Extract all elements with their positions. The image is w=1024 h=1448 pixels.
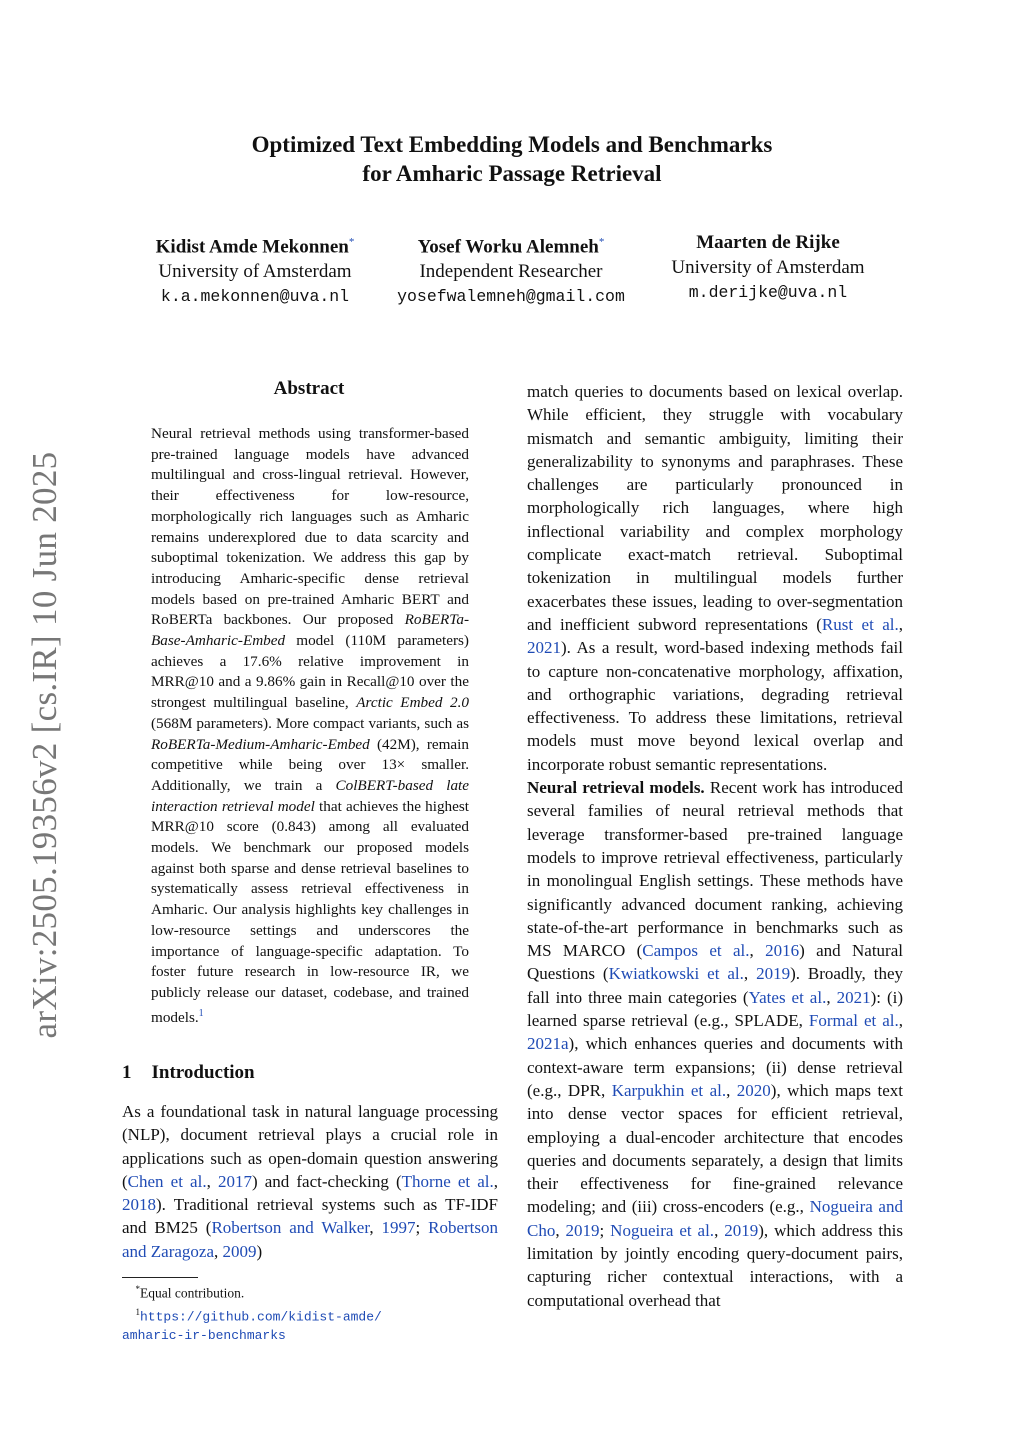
equal-contribution-mark[interactable]: *	[348, 236, 355, 248]
model-name: RoBERTa-Base-Amharic-Embed	[151, 611, 469, 650]
citation-link[interactable]: Robertson and Zaragoza	[122, 1218, 498, 1261]
footnotes	[122, 1280, 498, 1345]
citation-year-link[interactable]: 1997	[381, 1218, 416, 1238]
author-name-line	[643, 230, 893, 255]
abstract-text: that achieves the highest MRR@10 score (0.843) among all evaluated models. We benchmark our proposed models against both sparse and dense retrieval baselines to systematically assess retrieval effectiveness in Amharic. Our analysis highlights key challenges in low-resource settings and underscores the importance of language-specific adaptation. To foster future research in low-resource IR, we publicly release our dataset, codebase, and trained models.	[151, 797, 470, 1026]
paragraph: Neural retrieval models. Recent work has introduced several families of neural retrieval methods that leverage transformer-based pre-trained language models to improve retrieval effectiveness, particularly in monolingual English settings. These methods have significantly advanced document ranking, achieving state-of-the-art performance in benchmarks such as MS MARCO (Campos et al., 2016) and Natural Questions (Kwiatkowski et al., 2019). Broadly, they fall into three main categories (Yates et al., 2021): (i) learned sparse retrieval (e.g., SPLADE, Formal et al., 2021a), which enhances queries and documents with context-aware term expansions; (ii) dense retrieval (e.g., DPR, Karpukhin et al., 2020), which maps text into dense vector spaces for efficient retrieval, employing a dual-encoder architecture that encodes queries and documents separately, a design that limits their effectiveness for fine-grained relevance modeling; and (iii) cross-encoders (e.g., Nogueira and Cho, 2019; Nogueira et al., 2019), which address this limitation by jointly encoding query-document pairs, capturing richer contextual interactions, with a computational overhead that	[527, 778, 903, 1310]
citation-year-link[interactable]: 2009	[222, 1241, 257, 1261]
body-text: match queries to documents based on lexical overlap. While efficient, they struggle with vocabulary mismatch and semantic ambiguity, limiting their generalizability to synonyms and paraphrases. These challenges are particularly pronounced in morphologically rich languages, where high inflectional variability and complex morphology complicate exact-match retrieval. Suboptimal tokenization in multilingual models further exacerbates these issues, leading to over-segmentation and inefficient subword representations (	[527, 382, 903, 634]
author-name-line	[130, 230, 380, 259]
footnote-mark: *	[135, 1284, 140, 1294]
paragraph: match queries to documents based on lexical overlap. While efficient, they struggle with vocabulary mismatch and semantic ambiguity, limiting their generalizability to synonyms and paraphrases. These challenges are particularly pronounced in morphologically rich languages, where high inflectional variability and complex morphology complicate exact-match retrieval. Suboptimal tokenization in multilingual models further exacerbates these issues, leading to over-segmentation and inefficient subword representations (Rust et al., 2021). As a result, word-based indexing methods fail to capture non-concatenative morphology, affixation, and orthographic variations, degrading retrieval effectiveness. To address these limitations, retrieval models must move beyond lexical overlap and incorporate robust semantic representations.	[527, 382, 903, 774]
citation-year-link[interactable]: 2016	[765, 941, 800, 961]
footnote-text: Equal contribution.	[140, 1285, 245, 1301]
author-block	[130, 230, 380, 309]
citation-link[interactable]: Rust et al.	[821, 614, 899, 634]
model-name: Arctic Embed 2.0	[356, 694, 469, 712]
citation-link[interactable]: Kwiatkowski et al.	[608, 964, 744, 984]
citation-link[interactable]: Campos et al.	[642, 941, 750, 961]
title-line-1: Optimized Text Embedding Models and Benchmarks	[251, 132, 773, 157]
body-text: ). Broadly, they fall into three main categories (	[527, 964, 903, 1007]
citation-year-link[interactable]: 2021	[836, 987, 871, 1007]
citation-year-link[interactable]: 2021a	[527, 1034, 569, 1054]
author-name-line	[386, 230, 636, 259]
footnote-divider	[122, 1277, 198, 1278]
body-text: ), which address this limitation by jointly encoding query-document pairs, capturing richer contextual interactions, with a computational overhead that	[527, 1220, 903, 1310]
citation-year-link[interactable]: 2019	[565, 1220, 600, 1240]
author-name: Yosef Worku Alemneh	[417, 236, 599, 258]
citation-link[interactable]: Robertson and Walker	[211, 1218, 370, 1238]
body-text: ). Traditional retrieval systems such as TF-IDF and BM25 (	[122, 1195, 498, 1238]
author-affiliation: University of Amsterdam	[671, 257, 865, 278]
body-text: Recent work has introduced several families of neural retrieval methods that leverage transformer-based pre-trained language models to improve retrieval effectiveness, particularly in monolingual English settings. These methods have significantly advanced document ranking, achieving state-of-the-art performance in benchmarks such as MS MARCO (	[527, 778, 903, 961]
citation-link[interactable]: Nogueira et al.	[610, 1220, 715, 1240]
arxiv-identifier: arXiv:2505.19356v2 [cs.IR] 10 Jun 2025	[25, 451, 64, 1039]
model-name: RoBERTa-Medium-Amharic-Embed	[151, 735, 370, 753]
author-affiliation: University of Amsterdam	[158, 261, 352, 283]
citation-link[interactable]: Karpukhin et al.	[611, 1080, 727, 1100]
footnote-equal-contribution	[122, 1280, 498, 1303]
section-number: 1	[122, 1062, 132, 1083]
citation-year-link[interactable]: 2021	[527, 638, 561, 658]
author-email[interactable]: yosefwalemneh@gmail.com	[397, 287, 625, 307]
abstract-text: model (110M parameters) achieves a 17.6% relative improvement in MRR@10 and a 9.86% gain in Recall@10 over the strongest multilingual baseline,	[151, 632, 469, 712]
body-text: ) and Natural Questions (	[527, 941, 903, 984]
citation-link[interactable]: Yates et al.	[748, 987, 827, 1007]
model-name: ColBERT-based late interaction retrieval model	[151, 776, 469, 815]
footnote-1	[122, 1303, 498, 1346]
body-text: ), which maps text into dense vector spaces for efficient retrieval, employing a dual-encoder architecture that encodes queries and documents separately, a design that limits their effectiveness for fine-grained relevance modeling; and (iii) cross-encoders (e.g.,	[527, 1080, 903, 1217]
arxiv-sidebar	[10, 451, 80, 1039]
section-title: Introduction	[151, 1062, 255, 1083]
citation-link[interactable]: Nogueira and Cho	[527, 1197, 903, 1240]
citation-year-link[interactable]: 2019	[724, 1220, 759, 1240]
section-heading-introduction	[122, 1062, 255, 1084]
paragraph-heading: Neural retrieval models.	[527, 778, 705, 798]
citation-year-link[interactable]: 2017	[217, 1171, 252, 1191]
citation-link[interactable]: Formal et al.	[808, 1011, 899, 1031]
author-email[interactable]: m.derijke@uva.nl	[688, 283, 848, 302]
paper-title	[0, 130, 1024, 188]
repository-link[interactable]: amharic-ir-benchmarks	[122, 1328, 286, 1343]
title-line-2: for Amharic Passage Retrieval	[362, 161, 662, 186]
abstract-text: Neural retrieval methods using transformer-based pre-trained language models have advanced multilingual and cross-lingual retrieval. However, their effectiveness for low-resource, morphologically rich languages such as Amharic remains underexplored due to data scarcity and suboptimal tokenization. We address this gap by introducing Amharic-specific dense retrieval models based on pre-trained Amharic BERT and RoBERTa backbones. Our proposed	[151, 425, 469, 629]
body-text: ). As a result, word-based indexing methods fail to capture non-concatenative morphology, affixation, and orthographic variations, degrading retrieval effectiveness. To address these limitations, retrieval models must move beyond lexical overlap and incorporate robust semantic representations.	[527, 638, 903, 774]
citation-year-link[interactable]: 2018	[122, 1195, 156, 1215]
author-affiliation: Independent Researcher	[419, 261, 603, 283]
equal-contribution-mark[interactable]: *	[598, 236, 605, 248]
footnote-link[interactable]: 1	[198, 1007, 204, 1019]
repository-link[interactable]: https://github.com/kidist-amde/	[140, 1309, 382, 1324]
citation-year-link[interactable]: 2020	[736, 1080, 771, 1100]
author-block	[386, 230, 636, 309]
author-block	[643, 230, 893, 305]
citation-link[interactable]: Chen et al.	[127, 1171, 207, 1191]
abstract-text: (42M), remain competitive while being over 13× smaller. Additionally, we train a	[151, 735, 469, 794]
introduction-paragraph: As a foundational task in natural language processing (NLP), document retrieval plays a crucial role in applications such as open-domain question answering (Chen et al., 2017) and fact-checking (Thorne et al., 2018). Traditional retrieval systems such as TF-IDF and BM25 (Robertson and Walker, 1997; Robertson and Zaragoza, 2009)	[122, 1102, 499, 1261]
author-email[interactable]: k.a.mekonnen@uva.nl	[160, 287, 350, 307]
footnote-mark: 1	[135, 1306, 140, 1317]
body-text: ) and fact-checking (	[251, 1171, 402, 1191]
citation-link[interactable]: Thorne et al.	[401, 1171, 494, 1191]
author-name: Maarten de Rijke	[696, 232, 840, 253]
right-column	[527, 380, 903, 1312]
author-name: Kidist Amde Mekonnen	[155, 236, 349, 258]
body-text: )	[256, 1241, 263, 1261]
abstract-heading: Abstract	[273, 378, 345, 399]
citation-year-link[interactable]: 2019	[756, 964, 791, 984]
abstract-body	[151, 424, 469, 1028]
abstract-text: (568M parameters). More compact variants, such as	[151, 714, 469, 732]
body-text: ), which enhances queries and documents with context-aware term expansions; (ii) dense retrieval (e.g., DPR,	[527, 1034, 903, 1100]
body-text: ): (i) learned sparse retrieval (e.g., SPLADE,	[527, 987, 903, 1031]
body-text: As a foundational task in natural language processing (NLP), document retrieval plays a crucial role in applications such as open-domain question answering (	[122, 1102, 498, 1191]
